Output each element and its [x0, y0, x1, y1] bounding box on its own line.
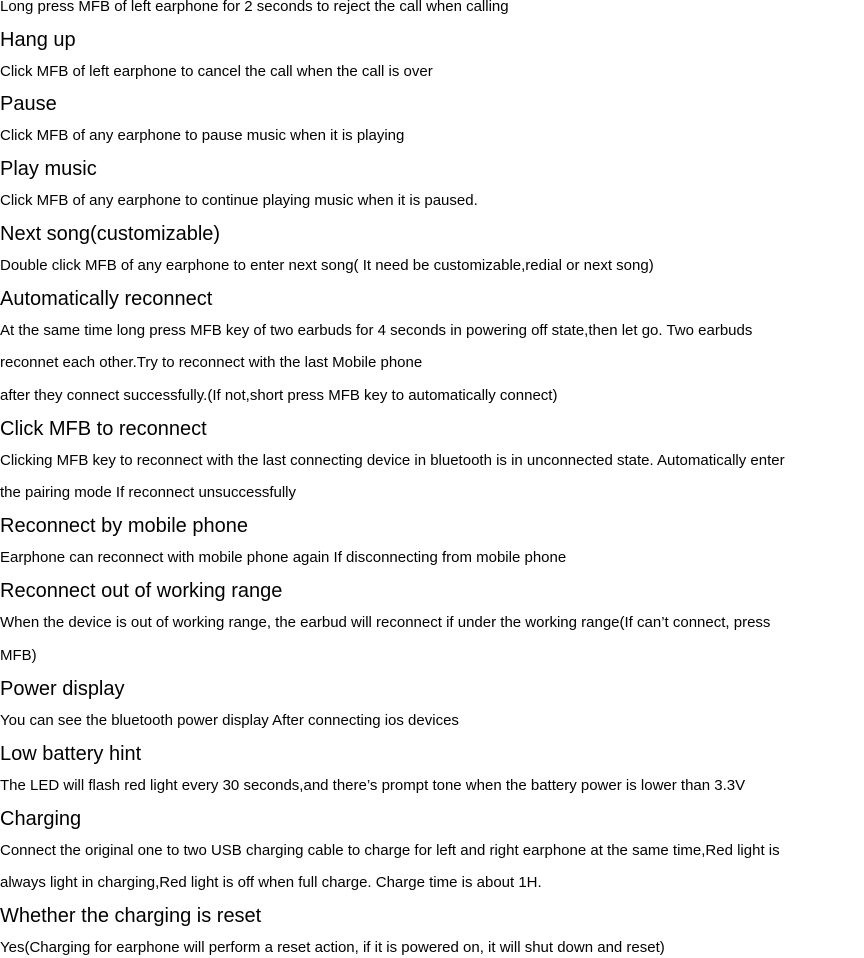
section-text-automatically-reconnect-2: reconnet each other.Try to reconnect with the last Mobile phone — [0, 354, 423, 371]
section-title-automatically-reconnect: Automatically reconnect — [0, 288, 213, 310]
section-title-hang-up: Hang up — [0, 29, 76, 51]
section-title-next-song: Next song(customizable) — [0, 223, 221, 245]
section-text-pause: Click MFB of any earphone to pause music when it is playing — [0, 127, 405, 144]
section-text-hang-up: Click MFB of left earphone to cancel the call when the call is over — [0, 63, 433, 80]
section-title-power-display: Power display — [0, 678, 125, 700]
section-title-charging: Charging — [0, 808, 82, 830]
section-text-next-song: Double click MFB of any earphone to enter next song( It need be customizable,redial or next song) — [0, 257, 654, 274]
section-text-reconnect-range-2: MFB) — [0, 647, 37, 664]
section-text-reconnect-mobile: Earphone can reconnect with mobile phone again If disconnecting from mobile phone — [0, 549, 567, 566]
section-text-click-mfb-reconnect-1: Clicking MFB key to reconnect with the last connecting device in bluetooth is in unconnected state. Automatically enter — [0, 452, 785, 469]
section-text-charging-1: Connect the original one to two USB charging cable to charge for left and right earphone at the same time,Red light is — [0, 842, 780, 859]
section-text-play-music: Click MFB of any earphone to continue playing music when it is paused. — [0, 192, 478, 209]
section-text-automatically-reconnect-3: after they connect successfully.(If not,short press MFB key to automatically connect) — [0, 387, 558, 404]
section-title-click-mfb-reconnect: Click MFB to reconnect — [0, 418, 207, 440]
section-title-play-music: Play music — [0, 158, 97, 180]
intro-text: Long press MFB of left earphone for 2 seconds to reject the call when calling — [0, 0, 509, 15]
section-title-reconnect-mobile: Reconnect by mobile phone — [0, 515, 248, 537]
section-title-charging-reset: Whether the charging is reset — [0, 905, 262, 927]
section-text-charging-reset: Yes(Charging for earphone will perform a reset action, if it is powered on, it will shut down and reset) — [0, 939, 665, 956]
section-title-low-battery: Low battery hint — [0, 743, 142, 765]
section-text-low-battery: The LED will flash red light every 30 seconds,and there’s prompt tone when the battery power is lower than 3.3V — [0, 777, 746, 794]
section-text-reconnect-range-1: When the device is out of working range, the earbud will reconnect if under the working range(If can’t connect, press — [0, 614, 771, 631]
section-title-reconnect-range: Reconnect out of working range — [0, 580, 283, 602]
section-text-power-display: You can see the bluetooth power display After connecting ios devices — [0, 712, 459, 729]
section-text-automatically-reconnect-1: At the same time long press MFB key of two earbuds for 4 seconds in powering off state,then let go. Two earbuds — [0, 322, 753, 339]
section-text-charging-2: always light in charging,Red light is off when full charge. Charge time is about 1H. — [0, 874, 542, 891]
section-title-pause: Pause — [0, 93, 57, 115]
section-text-click-mfb-reconnect-2: the pairing mode If reconnect unsuccessfully — [0, 484, 296, 501]
